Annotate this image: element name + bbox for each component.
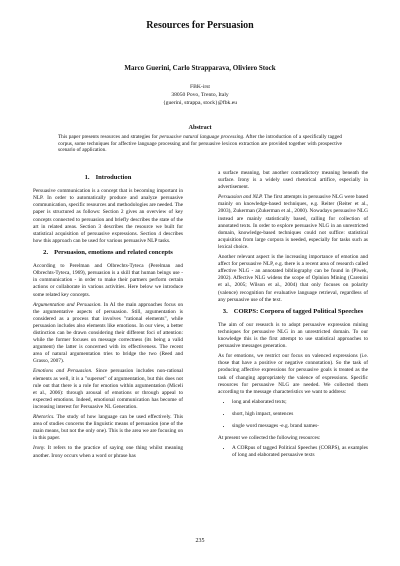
abstract-text bbox=[58, 134, 342, 154]
list-item: • long and elaborated texts; bbox=[232, 399, 368, 406]
paragraph: As for emotions, we restrict our focus on valenced expressions (i.e. those that have a positive or negative connotation). So the task of producing affective expressions for persuasive goals is treated as the task of changing appropriately the valence of expressions. Specific resources for persuasive NLG are needed. We collected them according to the message characteristics we want to address: bbox=[218, 353, 368, 395]
paragraph: According to Perelman and Olbrechts-Tyteca (Perelman and Olbrechts-Tyteca, 1969), persuasion is a skill that human beings use - in communication - in order to make their partners perform certain actions or collaborate in various activities. Here below we introduce some related key concepts. bbox=[33, 263, 183, 298]
section-number: 1. bbox=[84, 174, 90, 181]
paragraph-body: Since persuasion includes non-rational elements as well, it is a "superset" of argumentation, but this does not rule out that there is a role for emotion within argumentation (Miceli et al., 2006): through arousal of emotions or through appeal to expected emotions. Indeed, emotional communication has become of increasing interest for Persuasive NL Generation. bbox=[33, 368, 183, 410]
list-item: • short, high impact, sentences bbox=[232, 411, 368, 418]
paper-title: Resources for Persuasion bbox=[146, 20, 254, 31]
abstract-part-a: This paper presents resources and strategies for bbox=[58, 134, 160, 140]
section-heading-corps bbox=[218, 308, 368, 316]
section-number: 2. bbox=[43, 248, 49, 256]
paragraph: At present we collected the following resources: bbox=[218, 435, 321, 442]
paragraph: The aim of our research is to adopt persuasive expression mining techniques for persuasive NLG in an unrestricted domain. To our knowledge this is the first attempt to use statistical approaches to persuasive messages generation. bbox=[218, 321, 368, 350]
paragraph bbox=[33, 368, 183, 411]
author-list: Marco Guerini, Carlo Strapparava, Oliviero Stock bbox=[124, 64, 276, 72]
paragraph-body: In AI the main approaches focus on the argumentative aspects of persuasion. Still, argumentation is considered as a process that involves "rational elements", while persuasion includes also elements like emotions. In our view, a better distinction can be drawn considering their different foci of attention: while the former focuses on message correctness (its being a valid argument) the latter is concerned with its effectiveness. The recent area of natural argumentation tries to bridge the two (Reed and Grasso, 2007). bbox=[33, 301, 184, 365]
paragraph-body: The study of how language can be used effectively. This area of studies concerns the linguistic means of persuasion (one of the main means, but not the only one). This is the area we are focusing on in this paper. bbox=[33, 414, 183, 442]
paragraph-label: Argumentation and Persuasion. bbox=[33, 301, 102, 308]
abstract-heading: Abstract bbox=[188, 124, 212, 131]
affiliation-email: {guerini, strappa, stock}@fbk.eu bbox=[162, 99, 238, 106]
section-title: CORPS: Corpora of tagged Political Speeches bbox=[233, 307, 364, 315]
paragraph-label: Persuasion and NLP. bbox=[218, 194, 263, 201]
paragraph-body: The first attempts in persuasive NLG were based mainly on knowledge-based techniques, e.g. Reiter (Reiter et al., 2003), Zukerman (Zukerman et al., 2000). Nowadays persuasive NLG instead are mainly statistically based, calling for collection of annotated texts. In order to explore persuasive NLG in an unrestricted domain, knowledge-based techniques could not suffice: statistical acquisition from large corpora is needed, especially for tasks such as lexical choice. bbox=[218, 194, 368, 250]
section-number: 3. bbox=[222, 307, 228, 315]
affiliation-org: FBK-irst bbox=[190, 84, 210, 90]
page-number: 235 bbox=[195, 538, 205, 544]
paragraph-body: It refers to the practice of saying one thing whilst meaning another. Irony occurs when a word or phrase has bbox=[33, 445, 183, 459]
bullet-list bbox=[218, 399, 368, 430]
paragraph bbox=[33, 445, 183, 459]
bullet-list bbox=[218, 445, 368, 459]
affiliation bbox=[0, 84, 400, 107]
paragraph: Another relevant aspect is the increasing importance of emotion and affect for persuasive NLP, e.g. there is a recent area of research called affective NLG - an annotated bibliography can be found in (Piwek, 2002). Affective NLG widens the scope of Opinion Mining (Carenini et al., 2005; Wilson et al., 2004) that only focuses on polarity (valence) recognition for evaluative language retrieval, regardless of any persuasive use of the text. bbox=[218, 254, 368, 303]
abstract-part-b: . After the introduction of a specifically tagged corpus, some techniques for affective language processing and for persuasive lexicon extraction are provided together with prospective scenario of application. bbox=[58, 134, 342, 154]
abstract-italic: persuasive natural language processing bbox=[159, 134, 244, 140]
paragraph bbox=[218, 194, 368, 251]
paragraph: Persuasive communication is a concept that is becoming important in NLP. In order to automatically produce and analyze persuasive communication, specific resources and methodologies are needed. The paper is structured as follows: Section 2 gives an overview of key concepts connected to persuasion and briefly describes the state of the art in related areas. Section 3 describes the resource we built for statistical acquisition of persuasive expressions. Section 4 describes how this approach can be used for various persuasive NLP tasks. bbox=[33, 188, 183, 244]
paragraph-label: Emotions and Persuasion. bbox=[33, 368, 93, 375]
list-item: • single word messages -e.g. brand names- bbox=[232, 423, 368, 430]
paragraph-label: Irony. bbox=[33, 445, 46, 452]
section-heading-persuasion bbox=[33, 249, 183, 257]
section-title: Introduction bbox=[95, 174, 132, 181]
right-column bbox=[218, 170, 368, 464]
paragraph: a surface meaning, but another contradictory meaning beneath the surface. Irony is a widely used rhetorical artifice, especially in advertisement. bbox=[218, 170, 368, 191]
section-title: Persuasion, emotions and related concepts bbox=[54, 248, 173, 256]
paragraph bbox=[33, 302, 183, 366]
section-heading-introduction bbox=[33, 174, 183, 182]
affiliation-address: 38050 Povo, Trento, Italy bbox=[171, 91, 229, 98]
list-item: • A CORpus of tagged Political Speeches (CORPS), as examples of long and elaborated persuasive texts bbox=[232, 445, 368, 459]
paragraph bbox=[33, 414, 183, 442]
left-column bbox=[33, 170, 183, 463]
paragraph-label: Rhetorics. bbox=[33, 414, 55, 421]
